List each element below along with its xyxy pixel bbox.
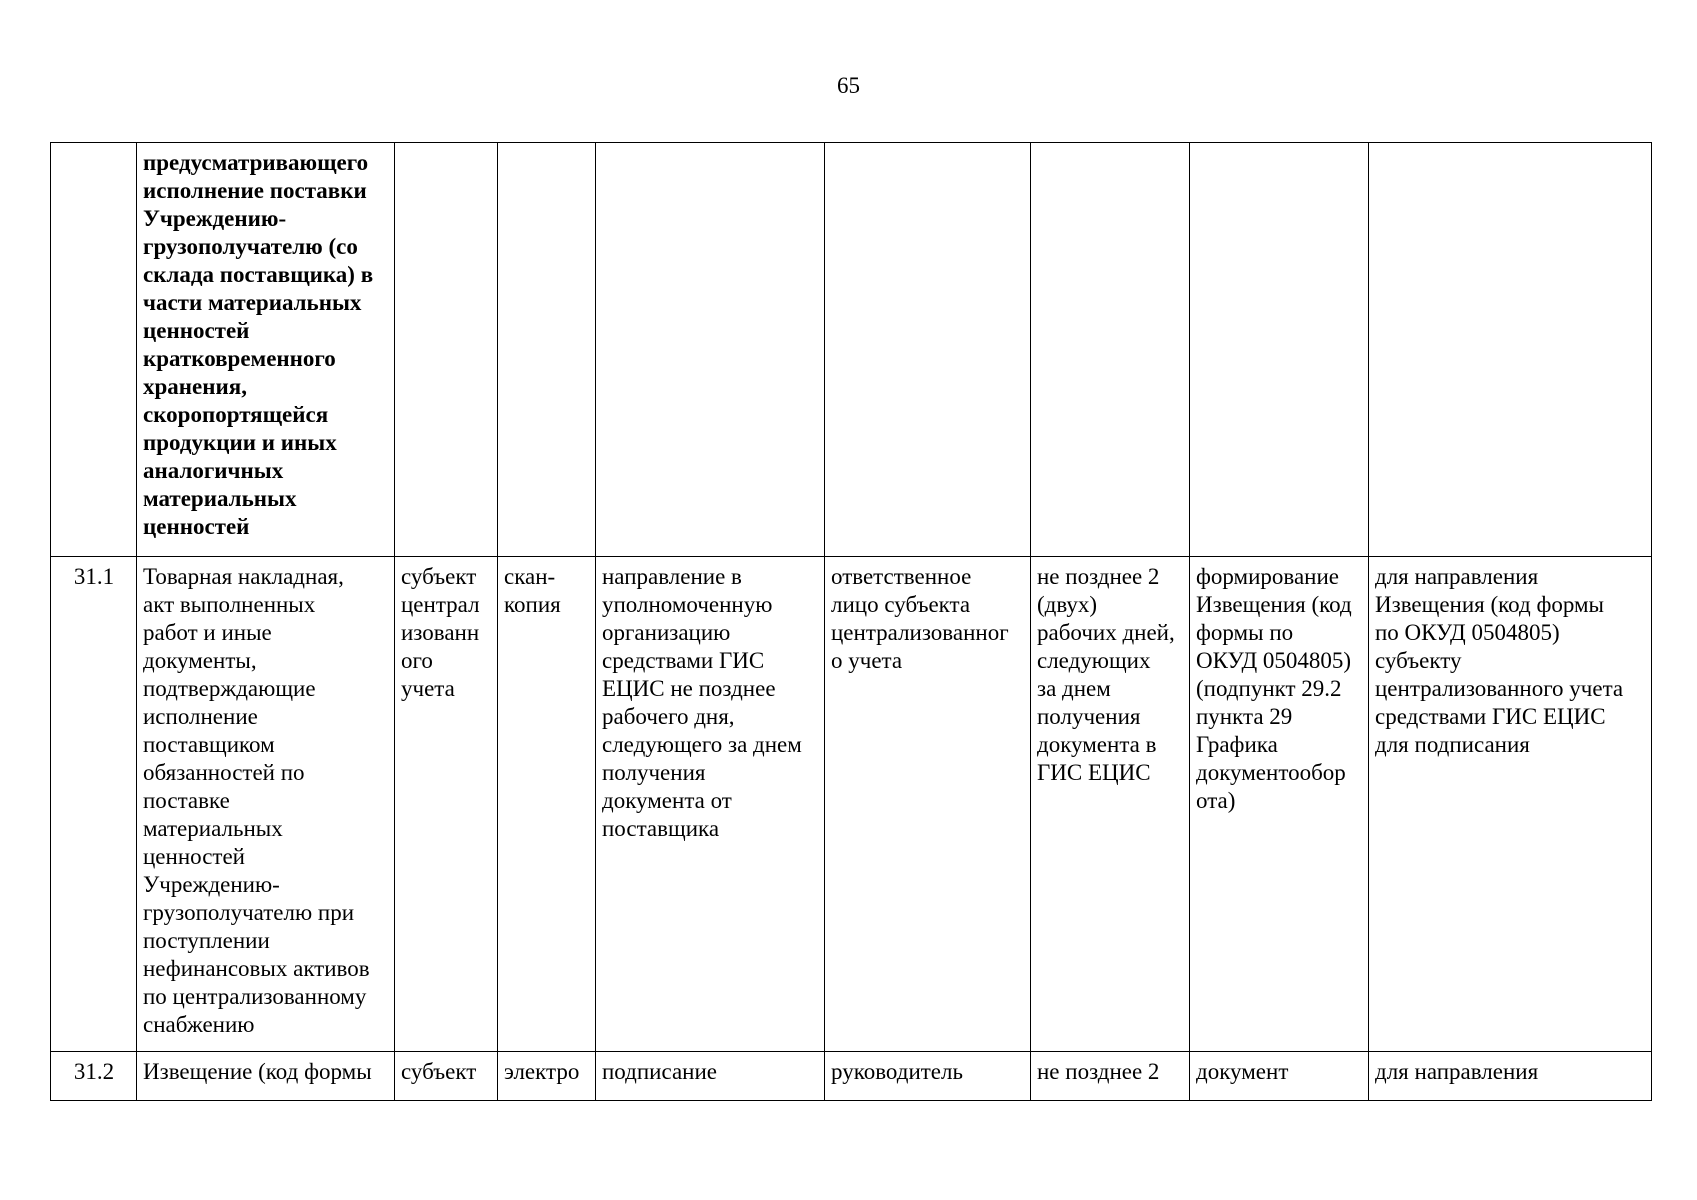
cell-text-line: организацию (602, 620, 731, 645)
cell-text-line: централизованног (831, 620, 1009, 645)
cell-text-line: для направления (1375, 1059, 1539, 1084)
cell-text-line: ценностей (143, 844, 245, 869)
row-number: 31.1 (73, 564, 115, 589)
cell-text-line: ценностей (143, 514, 250, 539)
cell-text-line: ЕЦИС не позднее (602, 676, 776, 701)
format-cell (498, 1052, 596, 1101)
cell-text-line: нефинансовых активов (143, 956, 370, 981)
cell-text-line: ОКУД 0504805) (1196, 648, 1352, 673)
cell-text-line: Графика (1196, 732, 1278, 757)
cell-text-line: средствами ГИС ЕЦИС (1375, 704, 1606, 729)
cell-text-line: субъект (401, 1059, 477, 1084)
cell-text-line: уполномоченную (602, 592, 773, 617)
cell-text-line: учета (401, 676, 455, 701)
document-name-cell (137, 1052, 395, 1101)
cell-text-line: Извещения (код формы (1375, 592, 1605, 617)
cell-text-line: Товарная накладная, (143, 564, 344, 589)
cell-text-line: обязанностей по (143, 760, 305, 785)
next-step-cell (1190, 1052, 1369, 1101)
cell-text-line: ответственное (831, 564, 972, 589)
cell-text-line: ота) (1196, 788, 1236, 813)
cell-text-line: грузополучателю (со (143, 234, 358, 259)
deadline-cell (1031, 1052, 1190, 1101)
format-cell (498, 557, 596, 1052)
cell-text-line: (подпункт 29.2 (1196, 676, 1342, 701)
cell-text-line: материальных (143, 486, 297, 511)
responsible-cell (825, 143, 1031, 557)
next-step-cell (1190, 557, 1369, 1052)
row-number-cell (51, 557, 137, 1052)
cell-text-line: субъект (401, 564, 477, 589)
cell-text-line: поступлении (143, 928, 270, 953)
cell-text-line: подтверждающие (143, 676, 316, 701)
cell-text-line: рабочего дня, (602, 704, 735, 729)
cell-text-line: кратковременного (143, 346, 336, 371)
row-number: 31.2 (73, 1059, 115, 1084)
cell-text-line: документообор (1196, 760, 1346, 785)
row-number-cell (51, 1052, 137, 1101)
cell-text-line: материальных (143, 816, 283, 841)
cell-text-line: акт выполненных (143, 592, 316, 617)
cell-text-line: следующего за днем (602, 732, 802, 757)
cell-text-line: документ (1196, 1059, 1289, 1084)
cell-text-line: изованн (401, 620, 480, 645)
cell-text-line: исполнение поставки (143, 178, 367, 203)
cell-text-line: субъекту (1375, 648, 1462, 673)
deadline-cell (1031, 557, 1190, 1052)
cell-text-line: документы, (143, 648, 257, 673)
cell-text-line: склада поставщика) в (143, 262, 374, 287)
cell-text-line: по централизованному (143, 984, 367, 1009)
cell-text-line: скоропортящейся (143, 402, 329, 427)
document-table (50, 142, 1652, 1101)
cell-text-line: электро (504, 1059, 580, 1084)
cell-text-line: не позднее 2 (1037, 1059, 1160, 1084)
document-name-cell (137, 557, 395, 1052)
next-step-cell (1190, 143, 1369, 557)
cell-text-line: исполнение (143, 704, 258, 729)
cell-text-line: документа в (1037, 732, 1157, 757)
cell-text-line: Учреждению- (143, 872, 280, 897)
cell-text-line: руководитель (831, 1059, 963, 1084)
cell-text-line: получения (602, 760, 706, 785)
cell-text-line: продукции и иных (143, 430, 337, 455)
responsible-cell (825, 1052, 1031, 1101)
cell-text-line: поставщиком (143, 732, 275, 757)
cell-text-line: Извещения (код (1196, 592, 1352, 617)
cell-text-line: ого (401, 648, 433, 673)
cell-text-line: следующих (1037, 648, 1151, 673)
cell-text-line: рабочих дней, (1037, 620, 1175, 645)
cell-text-line: ценностей (143, 318, 250, 343)
purpose-cell (1369, 557, 1652, 1052)
cell-text-line: формы по (1196, 620, 1294, 645)
cell-text-line: формирование (1196, 564, 1340, 589)
cell-text-line: части материальных (143, 290, 362, 315)
table-row (51, 143, 1652, 557)
cell-text-line: (двух) (1037, 592, 1098, 617)
cell-text-line: направление в (602, 564, 742, 589)
cell-text-line: хранения, (143, 374, 247, 399)
cell-text-line: поставке (143, 788, 230, 813)
cell-text-line: копия (504, 592, 561, 617)
format-cell (498, 143, 596, 557)
creator-cell (395, 557, 498, 1052)
cell-text-line: получения (1037, 704, 1141, 729)
creator-cell (395, 1052, 498, 1101)
cell-text-line: не позднее 2 (1037, 564, 1160, 589)
cell-text-line: подписание (602, 1059, 717, 1084)
purpose-cell (1369, 143, 1652, 557)
cell-text-line: Учреждению- (143, 206, 287, 231)
purpose-cell (1369, 1052, 1652, 1101)
page-number: 65 (837, 73, 860, 98)
action-cell (596, 1052, 825, 1101)
cell-text-line: централ (401, 592, 480, 617)
document-name-cell (137, 143, 395, 557)
deadline-cell (1031, 143, 1190, 557)
cell-text-line: грузополучателю при (143, 900, 355, 925)
cell-text-line: централизованного учета (1375, 676, 1624, 701)
cell-text-line: для подписания (1375, 732, 1530, 757)
cell-text-line: для направления (1375, 564, 1539, 589)
cell-text-line: лицо субъекта (831, 592, 971, 617)
table-row (51, 1052, 1652, 1101)
responsible-cell (825, 557, 1031, 1052)
row-number-cell (51, 143, 137, 557)
cell-text-line: аналогичных (143, 458, 284, 483)
table-row (51, 557, 1652, 1052)
cell-text-line: ГИС ЕЦИС (1037, 760, 1151, 785)
cell-text-line: за днем (1037, 676, 1111, 701)
cell-text-line: документа от (602, 788, 732, 813)
cell-text-line: по ОКУД 0504805) (1375, 620, 1560, 645)
cell-text-line: поставщика (602, 816, 720, 841)
cell-text-line: предусматривающего (143, 150, 369, 175)
cell-text-line: Извещение (код формы (143, 1059, 372, 1084)
cell-text-line: работ и иные (143, 620, 272, 645)
action-cell (596, 143, 825, 557)
action-cell (596, 557, 825, 1052)
creator-cell (395, 143, 498, 557)
cell-text-line: о учета (831, 648, 903, 673)
cell-text-line: средствами ГИС (602, 648, 765, 673)
cell-text-line: пункта 29 (1196, 704, 1293, 729)
cell-text-line: снабжению (143, 1012, 255, 1037)
cell-text-line: скан- (504, 564, 556, 589)
